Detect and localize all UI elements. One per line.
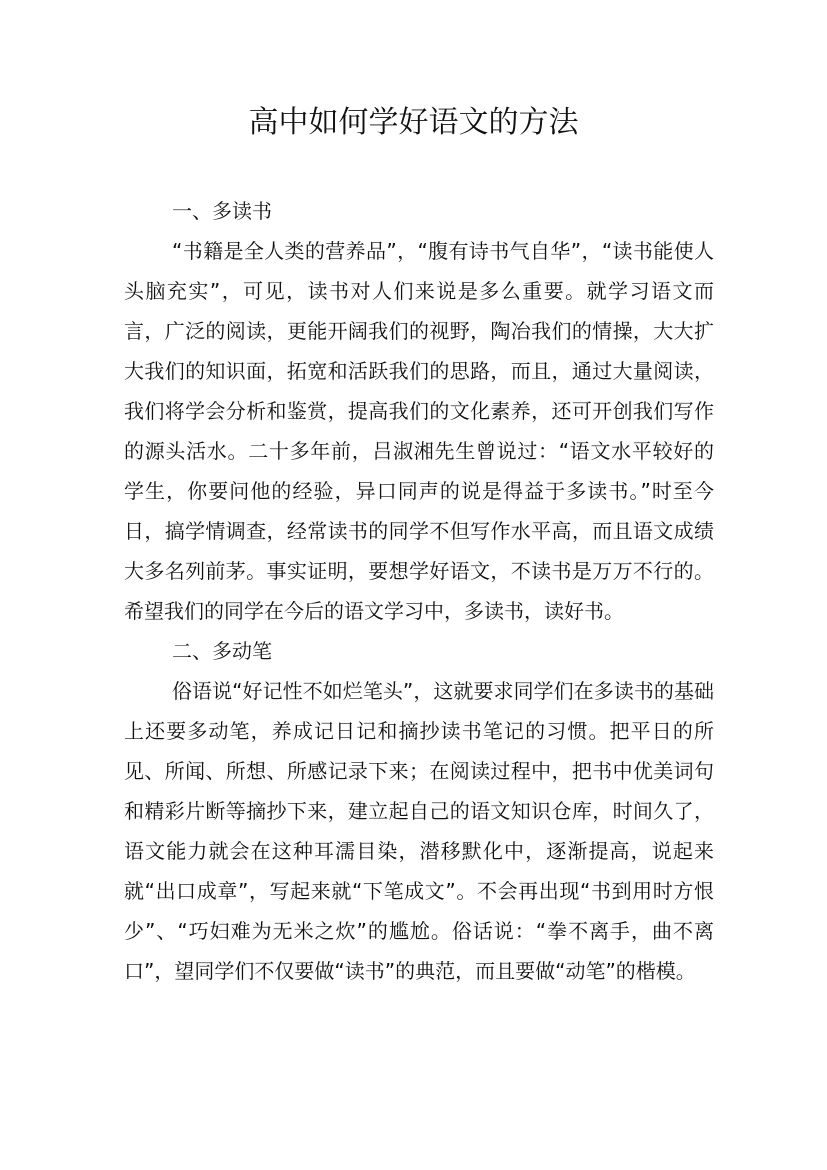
section-heading: 二、多动笔 — [172, 639, 272, 663]
document-title: 高中如何学好语文的方法 — [248, 105, 579, 140]
section-paragraph: 俗语说“好记性不如烂笔头”，这就要求同学们在多读书的基础上还要多动笔，养成记日记和摘抄读书笔记的习惯。把平日的所见、所闻、所想、所感记录下来；在阅读过程中，把书中优美词句和精彩片断等摘抄下来，建立起自己的语文知识仓库，时间久了，语文能力就会在这种耳濡目染，潜移默化中，逐渐提高，说起来就“出口成章”，写起来就“下笔成文”。不会再出现“书到用时方恨少”、“巧妇难为无米之炊”的尴尬。俗话说：“拳不离手，曲不离口”，望同学们不仅要做“读书”的典范，而且要做“动笔”的楷模。 — [124, 679, 714, 983]
section-paragraph: “书籍是全人类的营养品”，“腹有诗书气自华”，“读书能使人头脑充实”，可见，读书对人们来说是多么重要。就学习语文而言，广泛的阅读，更能开阔我们的视野，陶冶我们的情操，大大扩大我们的知识面，拓宽和活跃我们的思路，而且，通过大量阅读，我们将学会分析和鉴赏，提高我们的文化素养，还可开创我们写作的源头活水。二十多年前，吕淑湘先生曾说过：“语文水平较好的学生，你要问他的经验，异口同声的说是得益于多读书。”时至今日，搞学情调查，经常读书的同学不但写作水平高，而且语文成绩大多名列前茅。事实证明，要想学好语文，不读书是万万不行的。希望我们的同学在今后的语文学习中，多读书，读好书。 — [124, 239, 714, 623]
document-body — [124, 191, 714, 991]
section-heading: 一、多读书 — [172, 199, 272, 223]
